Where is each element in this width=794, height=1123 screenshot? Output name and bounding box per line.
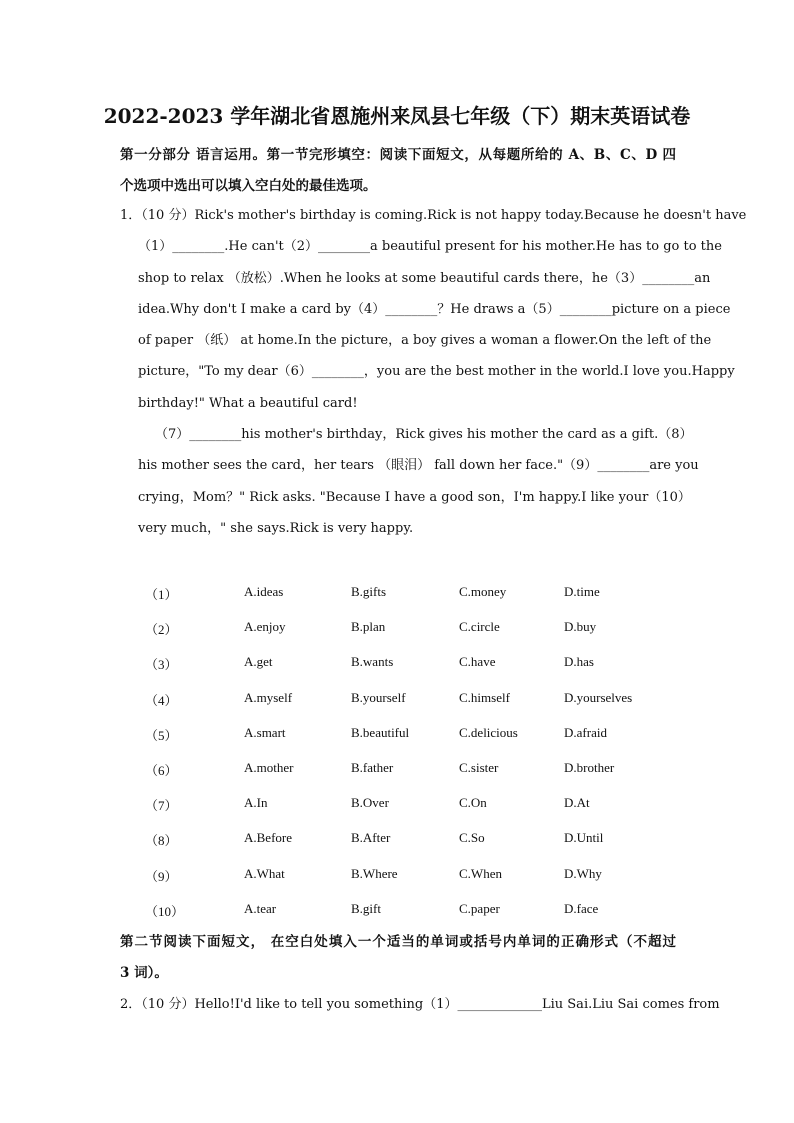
option-d: D.Why	[564, 865, 602, 881]
passage-line: his mother sees the card，her tears （眼泪） fall down her face."（9）________are you	[138, 458, 699, 474]
option-number: （8）	[145, 833, 178, 849]
option-b: B.gift	[351, 900, 381, 916]
part1-instructions	[120, 140, 676, 202]
option-number: （4）	[145, 692, 178, 708]
option-b: B.wants	[351, 654, 394, 670]
passage-line: （1）________.He can't（2）________a beautiful present for his mother.He has to go to the	[138, 239, 722, 255]
option-number: （7）	[145, 798, 178, 814]
option-d: D.buy	[564, 619, 597, 635]
passage-line: idea.Why don't I make a card by（4）________？He draws a（5）________picture on a piece	[138, 301, 731, 317]
question-2-passage	[120, 989, 720, 1020]
option-row	[145, 580, 665, 615]
passage-line: picture，"To my dear（6）________，you are the best mother in the world.I love you.Happy	[138, 364, 735, 380]
option-a: A.enjoy	[244, 619, 286, 635]
option-a: A.get	[244, 654, 273, 670]
passage-line: shop to relax （放松）.When he looks at some beautiful cards there，he（3）________an	[138, 270, 711, 286]
option-c: C.When	[459, 865, 502, 881]
option-d: D.brother	[564, 759, 615, 775]
question-1-passage	[120, 200, 747, 544]
option-d: D.At	[564, 795, 590, 811]
passage-line: 2．（10 分）Hello!I'd like to tell you something（1）_____________Liu Sai.Liu Sai comes from	[120, 997, 720, 1012]
option-a: A.Before	[244, 830, 293, 846]
option-c: C.himself	[459, 689, 510, 705]
option-b: B.Where	[351, 865, 398, 881]
part2-line2: 3 词）。	[120, 965, 168, 981]
option-number: （3）	[145, 657, 178, 673]
option-number: （9）	[145, 868, 178, 884]
option-c: C.sister	[459, 759, 499, 775]
passage-line: crying，Mom？" Rick asks. "Because I have a good son，I'm happy.I like your（10）	[138, 489, 691, 505]
option-number: （1）	[145, 587, 178, 602]
option-b: B.plan	[351, 619, 386, 635]
passage-line: birthday!" What a beautiful card!	[138, 395, 358, 411]
option-b: B.After	[351, 830, 391, 846]
part1-line1: 第一分部分 语言运用。第一节完形填空：阅读下面短文，从每题所给的 A、B、C、D 四	[120, 147, 676, 163]
option-number: （5）	[145, 727, 178, 743]
option-c: C.So	[459, 830, 485, 846]
question-1-options	[145, 580, 665, 932]
option-row	[145, 721, 665, 756]
option-row	[145, 686, 665, 721]
option-row	[145, 791, 665, 826]
option-c: C.circle	[459, 619, 500, 635]
option-a: A.What	[244, 865, 285, 881]
option-row	[145, 756, 665, 791]
option-row	[145, 862, 665, 897]
option-a: A.ideas	[244, 584, 284, 599]
option-d: D.face	[564, 900, 599, 916]
option-b: B.beautiful	[351, 724, 410, 740]
option-number: （2）	[145, 622, 178, 638]
option-c: C.On	[459, 795, 487, 811]
option-c: C.money	[459, 584, 507, 599]
option-d: D.has	[564, 654, 594, 670]
option-number: （6）	[145, 762, 178, 778]
option-d: D.yourselves	[564, 689, 633, 705]
option-number: （10）	[145, 903, 185, 919]
option-a: A.In	[244, 795, 268, 811]
part2-line1: 第二节阅读下面短文， 在空白处填入一个适当的单词或括号内单词的正确形式（不超过	[120, 934, 676, 950]
option-b: B.Over	[351, 795, 389, 811]
option-c: C.paper	[459, 900, 500, 916]
option-row	[145, 615, 665, 650]
option-row	[145, 826, 665, 861]
option-row	[145, 650, 665, 685]
part2-instructions	[120, 927, 676, 989]
passage-line: （7）________his mother's birthday，Rick gives his mother the card as a gift.（8）	[155, 427, 693, 443]
option-d: D.time	[564, 584, 600, 599]
option-b: B.gifts	[351, 584, 387, 599]
passage-line: very much，" she says.Rick is very happy.	[138, 520, 414, 536]
option-a: A.myself	[244, 689, 293, 705]
option-c: C.have	[459, 654, 496, 670]
option-d: D.afraid	[564, 724, 607, 740]
option-a: A.mother	[244, 759, 294, 775]
option-b: B.yourself	[351, 689, 406, 705]
option-a: A.tear	[244, 900, 277, 916]
option-d: D.Until	[564, 830, 604, 846]
page-title: 2022-2023 学年湖北省恩施州来凤县七年级（下）期末英语试卷	[103, 104, 691, 128]
passage-line: 1．（10 分）Rick's mother's birthday is coming.Rick is not happy today.Because he doesn't have	[120, 208, 747, 223]
passage-line: of paper （纸） at home.In the picture，a boy gives a woman a flower.On the left of the	[138, 333, 712, 349]
option-c: C.delicious	[459, 724, 518, 740]
part1-line2: 个选项中选出可以填入空白处的最佳选项。	[120, 178, 377, 194]
option-a: A.smart	[244, 724, 286, 740]
option-b: B.father	[351, 759, 394, 775]
